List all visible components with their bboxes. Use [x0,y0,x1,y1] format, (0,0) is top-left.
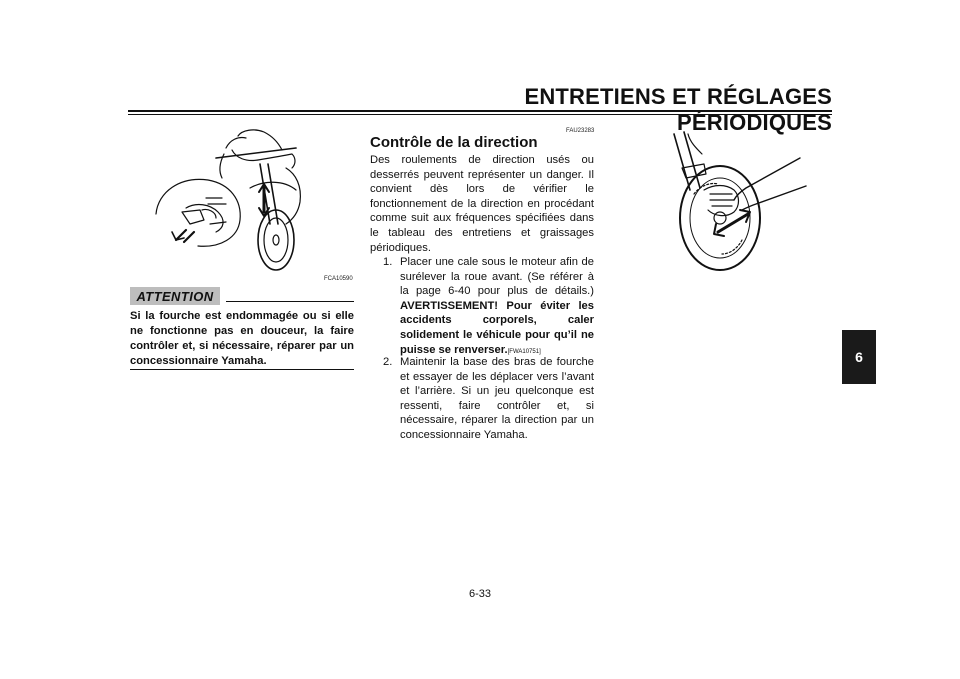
page-number: 6-33 [468,588,492,600]
step-number: 1. [383,256,393,268]
step-2 [370,355,594,443]
warning-text: AVERTISSEMENT! Pour éviter les accidents corporels, caler solidement le véhicule pour qu’il ne puisse se renverser. [400,299,594,356]
step-1 [370,255,594,359]
header-divider [128,110,832,115]
step-text: Maintenir la base des bras de fourche et essayer de les déplacer vers l’avant et l’arrière. Si un jeu quelconque est ressenti, faire contrôler et, si nécessaire, réparer la direction par un concessionnaire Yamaha. [400,356,594,441]
section-code: FAU23283 [566,128,595,134]
step-number: 2. [383,356,393,368]
fork-play-illustration [660,128,810,278]
intro-paragraph: Des roulements de direction usés ou desserrés peuvent représenter un danger. Il convient dès lors de vérifier le fonctionnement de la direction en procédant comme suit aux fréquences spécifiées dans le tableau des entretiens et graissages périodiques. [370,154,594,254]
chapter-tab: 6 [842,330,876,384]
fork-check-illustration [146,128,356,274]
step-text: Placer une cale sous le moteur afin de surélever la roue avant. (Se référer à la page 6-40 pour plus de détails.) [400,256,594,298]
attention-bottom-rule [130,369,354,370]
warning-code: [FWA10751] [507,348,541,355]
attention-text: Si la fourche est endommagée ou si elle ne fonctionne pas en douceur, la faire contrôler et, si nécessaire, réparer par un concessionnaire Yamaha. [130,310,354,367]
attention-rule [226,301,354,302]
page-title: ENTRETIENS ET RÉGLAGES PÉRIODIQUES [524,84,832,135]
attention-label: ATTENTION [130,287,220,305]
section-title: Contrôle de la direction [370,134,538,151]
figure-code: FCA10590 [324,276,353,282]
